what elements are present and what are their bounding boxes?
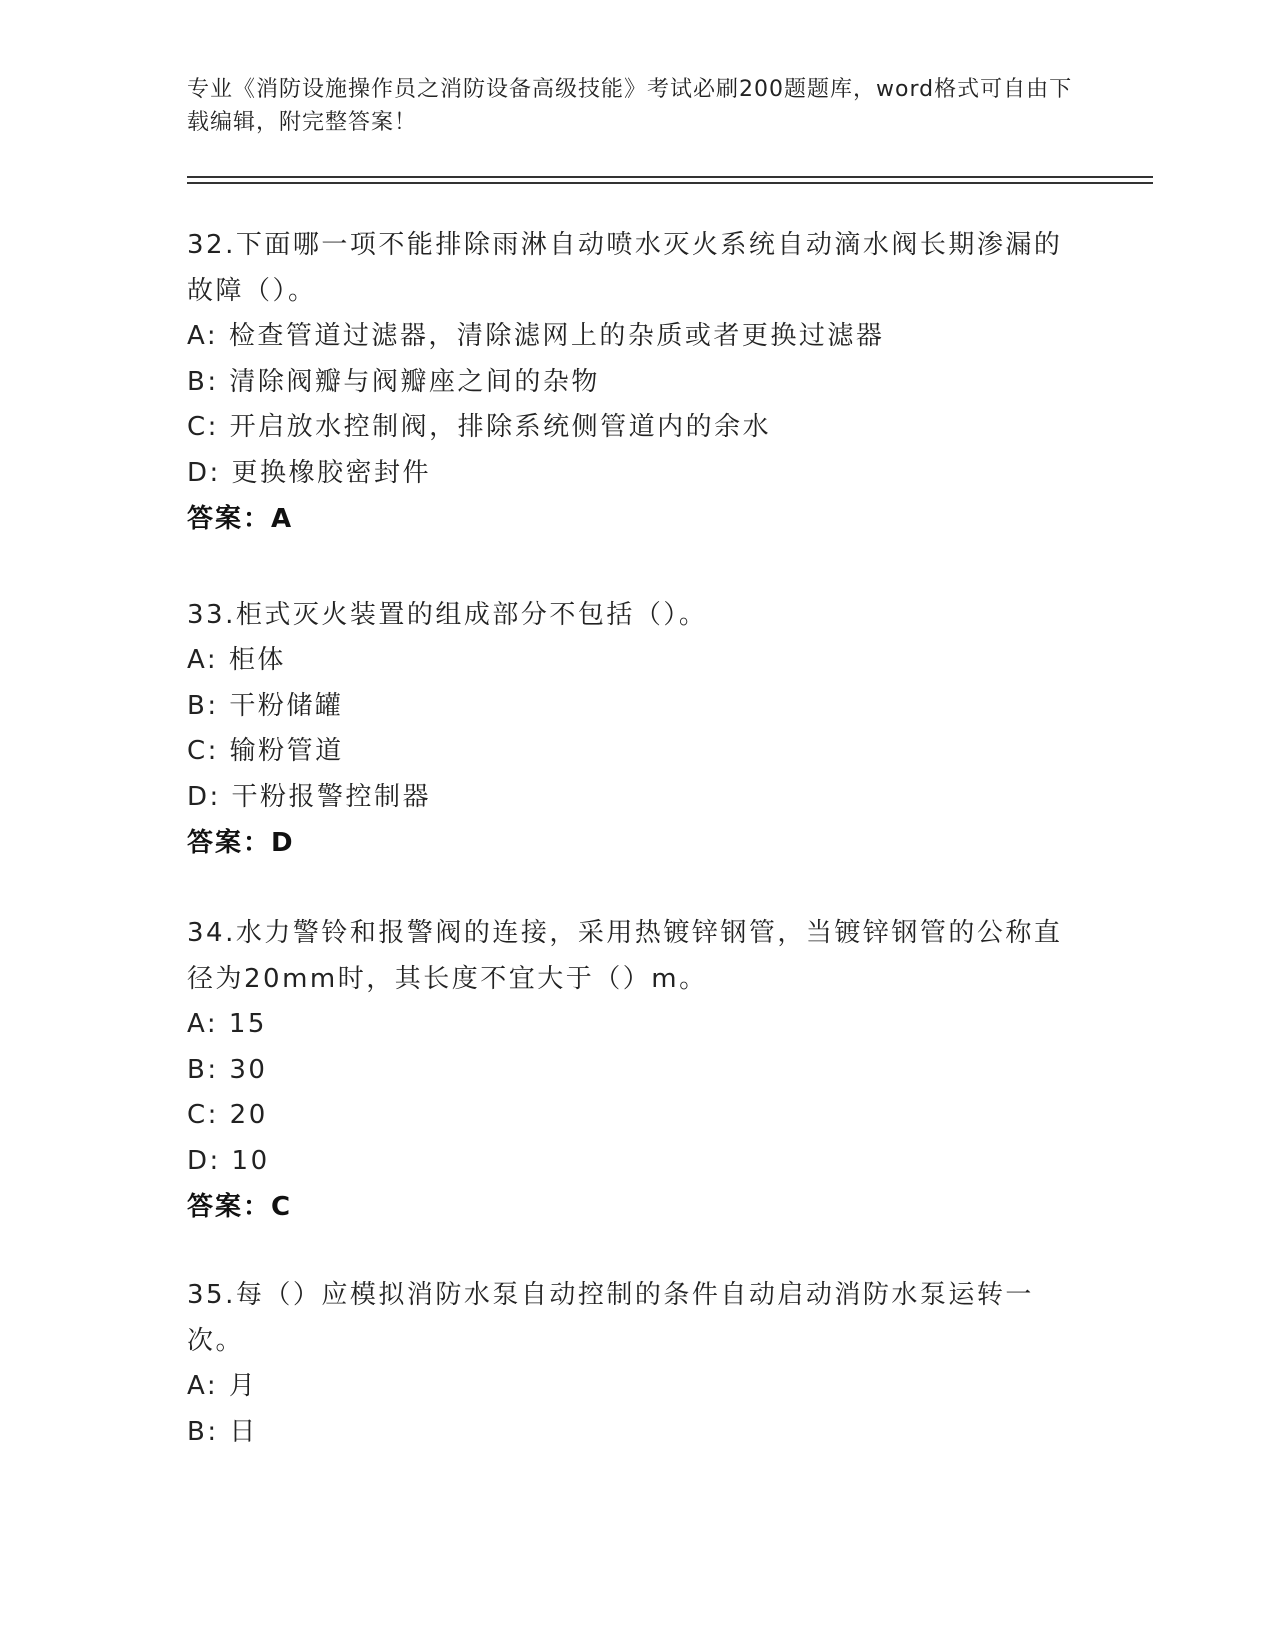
question-stem: 33.柜式灭火装置的组成部分不包括（）。 [187, 600, 708, 630]
answer-label: 答案：A [187, 504, 294, 535]
option-c: C: 输粉管道 [187, 736, 344, 767]
answer-label: 答案：D [187, 828, 295, 859]
option-b: B: 清除阀瓣与阀瓣座之间的杂物 [187, 366, 600, 397]
answer-label: 答案：C [187, 1192, 293, 1223]
option-c: C: 开启放水控制阀，排除系统侧管道内的余水 [187, 412, 772, 443]
option-b: B: 干粉储罐 [187, 690, 344, 721]
option-b: B: 30 [187, 1054, 268, 1085]
question-stem: 32.下面哪一项不能排除雨淋自动喷水灭火系统自动滴水阀长期渗漏的故障（）。 [187, 230, 1063, 306]
option-d: D: 10 [187, 1145, 270, 1176]
option-a: A: 柜体 [187, 645, 286, 675]
option-a: A: 月 [187, 1371, 258, 1401]
question-33 [187, 592, 1087, 866]
option-c: C: 20 [187, 1100, 268, 1131]
question-34 [187, 910, 1087, 1230]
question-35 [187, 1272, 1087, 1455]
header-divider-bottom [187, 182, 1153, 184]
question-stem: 34.水力警铃和报警阀的连接，采用热镀锌钢管，当镀锌钢管的公称直径为20mm时，其长度不宜大于（）m。 [187, 918, 1063, 994]
option-d: D: 干粉报警控制器 [187, 781, 432, 812]
document-header: 专业《消防设施操作员之消防设备高级技能》考试必刷200题题库，word格式可自由下载编辑，附完整答案！ [187, 77, 1073, 135]
question-32 [187, 222, 1087, 542]
header-divider-top [187, 176, 1153, 178]
option-a: A: 检查管道过滤器，清除滤网上的杂质或者更换过滤器 [187, 321, 885, 351]
question-stem: 35.每（）应模拟消防水泵自动控制的条件自动启动消防水泵运转一次。 [187, 1280, 1034, 1356]
option-b: B: 日 [187, 1416, 258, 1447]
option-d: D: 更换橡胶密封件 [187, 457, 432, 488]
option-a: A: 15 [187, 1009, 267, 1039]
